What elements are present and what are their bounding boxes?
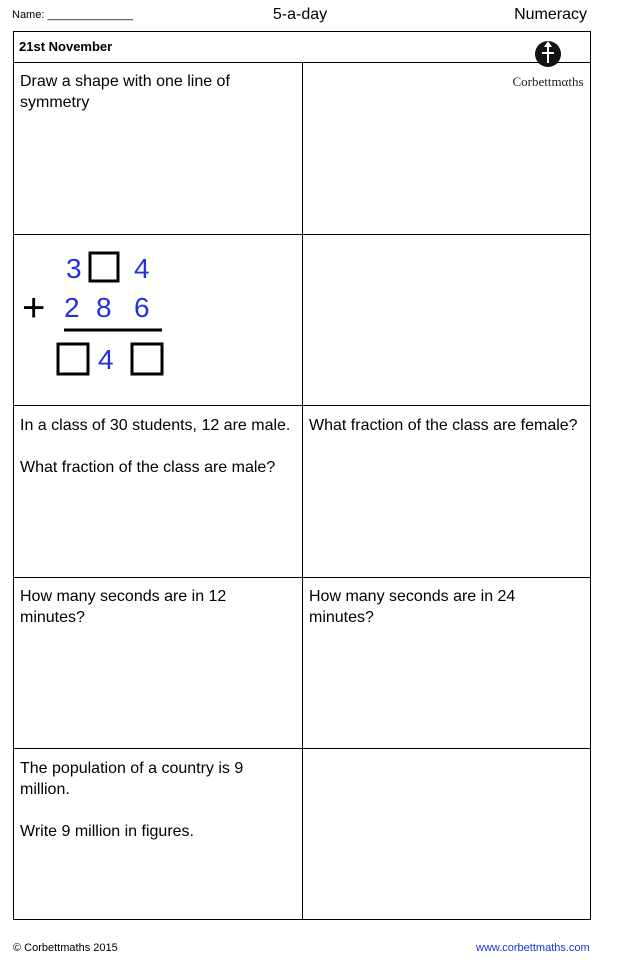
question-3-line-1: In a class of 30 students, 12 are male. <box>20 417 291 434</box>
digit: 8 <box>96 292 112 323</box>
digit: 6 <box>134 292 150 323</box>
question-3-line-2: What fraction of the class are male? <box>20 459 276 476</box>
question-7-line-1: The population of a country is 9 million. <box>20 760 244 798</box>
name-field-label: Name: ______________ <box>12 9 134 21</box>
question-3 <box>20 415 295 478</box>
question-4: What fraction of the class are female? <box>309 417 578 434</box>
worksheet-title: 5-a-day <box>272 6 328 23</box>
digit: 3 <box>66 253 82 284</box>
digit: 4 <box>134 253 150 284</box>
question-7-line-2: Write 9 million in figures. <box>20 823 194 840</box>
blank-box <box>90 253 118 281</box>
question-1: Draw a shape with one line of symmetry <box>20 73 230 111</box>
copyright-text: © Corbettmaths 2015 <box>13 942 118 954</box>
question-5: How many seconds are in 12 minutes? <box>20 588 227 626</box>
row-divider <box>13 577 591 578</box>
blank-box <box>58 344 88 374</box>
date-label: 21st November <box>19 39 113 54</box>
corbettmaths-logo <box>503 39 593 90</box>
addition-puzzle <box>20 245 180 385</box>
blank-box <box>132 344 162 374</box>
subject-label: Numeracy <box>514 6 587 23</box>
row-divider <box>13 405 591 406</box>
logo-text: Corbettmαths <box>512 74 584 89</box>
website-link[interactable]: www.corbettmaths.com <box>476 942 590 954</box>
row-divider <box>13 234 591 235</box>
row-divider <box>13 748 591 749</box>
digit: 2 <box>64 292 80 323</box>
digit: 4 <box>98 344 114 375</box>
question-7 <box>20 758 295 842</box>
question-6: How many seconds are in 24 minutes? <box>309 588 516 626</box>
logo-icon <box>531 39 565 69</box>
column-divider <box>302 63 303 920</box>
plus-sign: + <box>22 286 46 330</box>
